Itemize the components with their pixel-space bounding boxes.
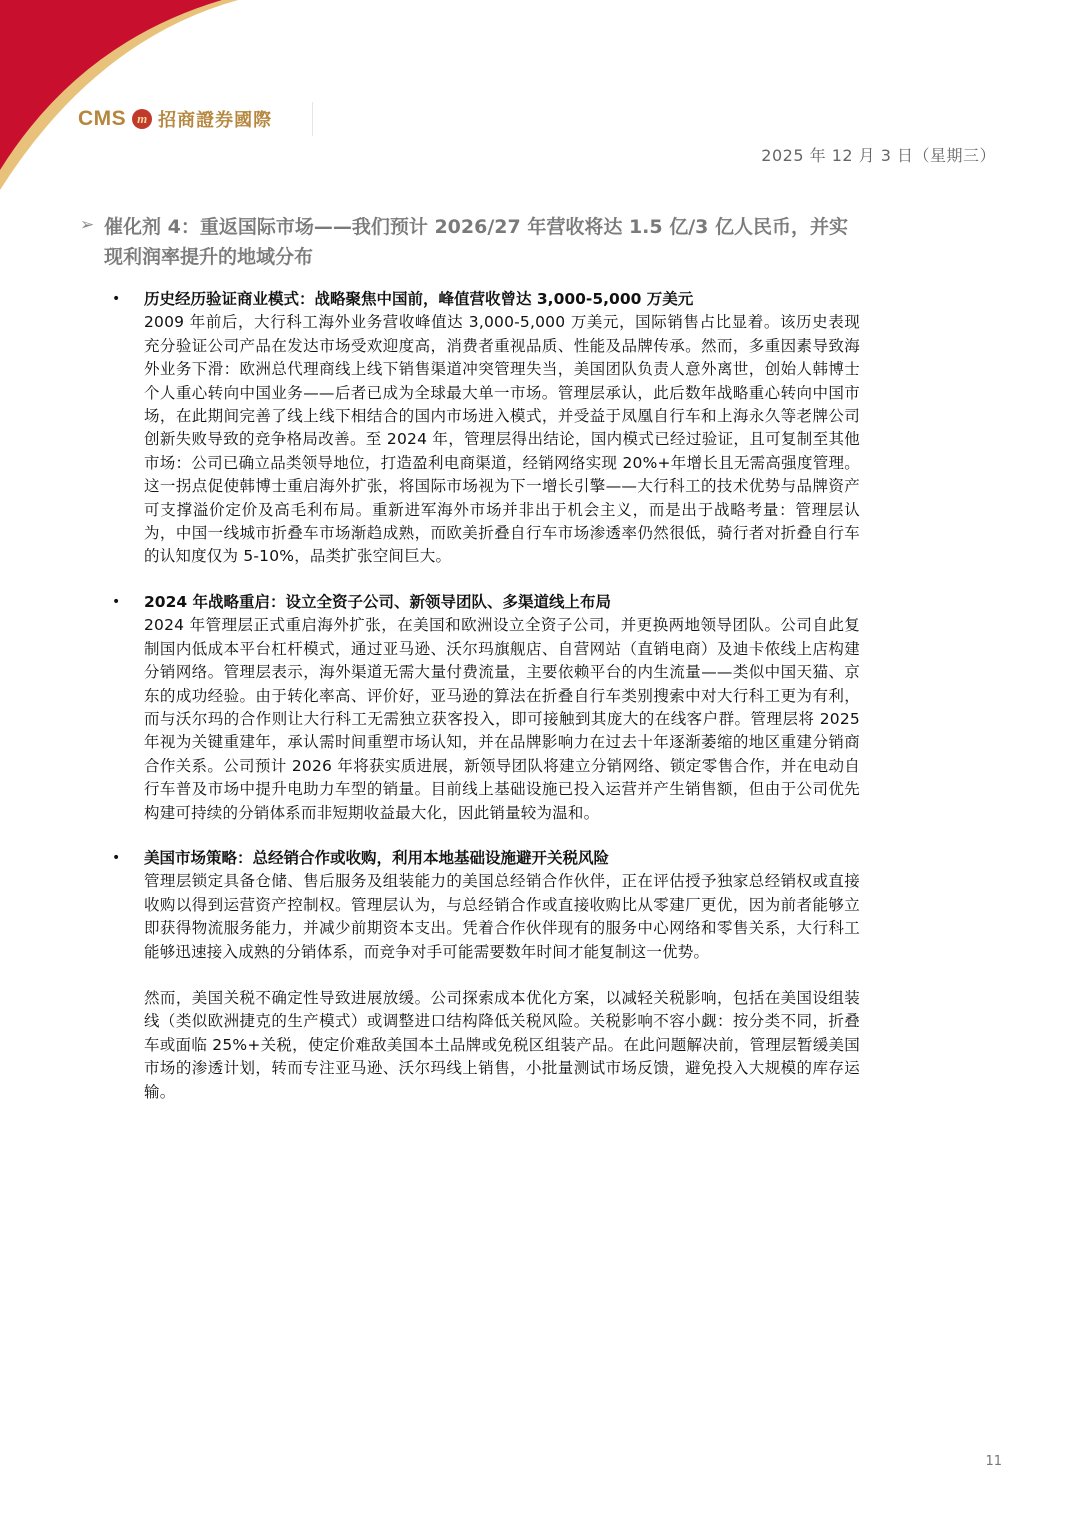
logo-cms-text: CMS xyxy=(78,107,127,130)
section-history xyxy=(112,288,860,569)
bullet-icon: • xyxy=(112,291,121,307)
logo-seal-icon: m xyxy=(132,109,152,129)
section-paragraph: 2009 年前后，大行科工海外业务营收峰值达 3,000-5,000 万美元，国际销售占比显着。该历史表现充分验证公司产品在发达市场受欢迎度高，消费者重视品质、性能及品牌传承。然而，多重因素导致海外业务下滑：欧洲总代理商线上线下销售渠道冲突管理失当，美国团队负责人意外离世，创始人韩博士个人重心转向中国业务——后者已成为全球最大单一市场。管理层承认，此后数年战略重心转向中国市场，在此期间完善了线上线下相结合的国内市场进入模式，并受益于凤凰自行车和上海永久等老牌公司创新失败导致的竞争格局改善。至 2024 年，管理层得出结论，国内模式已经过验证，且可复制至其他市场：公司已确立品类领导地位，打造盈利电商渠道，经销网络实现 20%+年增长且无需高强度管理。这一拐点促使韩博士重启海外扩张，将国际市场视为下一增长引擎——大行科工的技术优势与品牌资产可支撑溢价定价及高毛利布局。重新进军海外市场并非出于机会主义，而是出于战略考量：管理层认为，中国一线城市折叠车市场渐趋成熟，而欧美折叠自行车市场渗透率仍然很低，骑行者对折叠自行车的认知度仅为 5-10%，品类扩张空间巨大。 xyxy=(144,313,860,566)
section-paragraph: 管理层锁定具备仓储、售后服务及组装能力的美国总经销合作伙伴，正在评估授予独家总经销权或直接收购以得到运营资产控制权。管理层认为，与总经销合作或直接收购比从零建厂更优，因为前者能够立即获得物流服务能力，并减少前期资本支出。凭着合作伙伴现有的服务中心网络和零售关系，大行科工能够迅速接入成熟的分销体系，而竞争对手可能需要数年时间才能复制这一优势。 xyxy=(144,872,860,961)
bullet-icon: • xyxy=(112,593,121,610)
section-paragraph: 2024 年管理层正式重启海外扩张，在美国和欧洲设立全资子公司，并更换两地领导团队。公司自此复制国内低成本平台杠杆模式，通过亚马逊、沃尔玛旗舰店、自营网站（直销电商）及迪卡侬线上店构建分销网络。管理层表示，海外渠道无需大量付费流量，主要依赖平台的内生流量——类似中国天猫、京东的成功经验。由于转化率高、评价好，亚马逊的算法在折叠自行车类别搜索中对大行科工更为有利，而与沃尔玛的合作则让大行科工无需独立获客投入，即可接触到其庞大的在线客户群。管理层将 2025 年视为关键重建年，承认需时间重塑市场认知，并在品牌影响力在过去十年逐渐萎缩的地区重建分销商合作关系。公司预计 2026 年将获实质进展，新领导团队将建立分销网络、锁定零售合作，并在电动自行车普及市场中提升电助力车型的销量。目前线上基础设施已投入运营并产生销售额，但由于公司优先构建可持续的分销体系而非短期收益最大化，因此销量较为温和。 xyxy=(144,616,860,822)
company-logo xyxy=(74,102,313,136)
section-heading xyxy=(80,212,880,272)
bullet-icon: • xyxy=(112,849,121,866)
section-title: 美国市场策略：总经销合作或收购，利用本地基础设施避开关税风险 xyxy=(144,848,610,867)
page-number: 11 xyxy=(985,1454,1002,1469)
section-body xyxy=(144,288,860,569)
section-body xyxy=(144,591,860,825)
section-paragraph: 然而，美国关税不确定性导致进展放缓。公司探索成本优化方案，以减轻关税影响，包括在美国设组装线（类似欧洲捷克的生产模式）或调整进口结构降低关税风险。关税影响不容小觑：按分类不同，折叠车或面临 25%+关税，使定价难敌美国本土品牌或免税区组装产品。在此问题解决前，管理层暂缓美国市场的渗透计划，转而专注亚马逊、沃尔玛线上销售，小批量测试市场反馈，避免投入大规模的库存运输。 xyxy=(144,988,860,1101)
section-title: 2024 年战略重启：设立全资子公司、新领导团队、多渠道线上布局 xyxy=(144,592,612,611)
report-date: 2025 年 12 月 3 日（星期三） xyxy=(761,146,996,165)
heading-text: 催化剂 4：重返国际市场——我们预计 2026/27 年营收将达 1.5 亿/3 亿人民币，并实现利润率提升的地域分布 xyxy=(104,216,848,268)
main-content xyxy=(112,288,860,1126)
section-restart-2024 xyxy=(112,591,860,825)
section-us-strategy xyxy=(112,847,860,1104)
logo-chinese-text: 招商證券國際 xyxy=(158,110,273,131)
triangle-arrow-icon: ➢ xyxy=(80,215,95,235)
section-body xyxy=(144,847,860,1104)
section-title: 历史经历验证商业模式：战略聚焦中国前，峰值营收曾达 3,000-5,000 万美元 xyxy=(144,290,694,308)
